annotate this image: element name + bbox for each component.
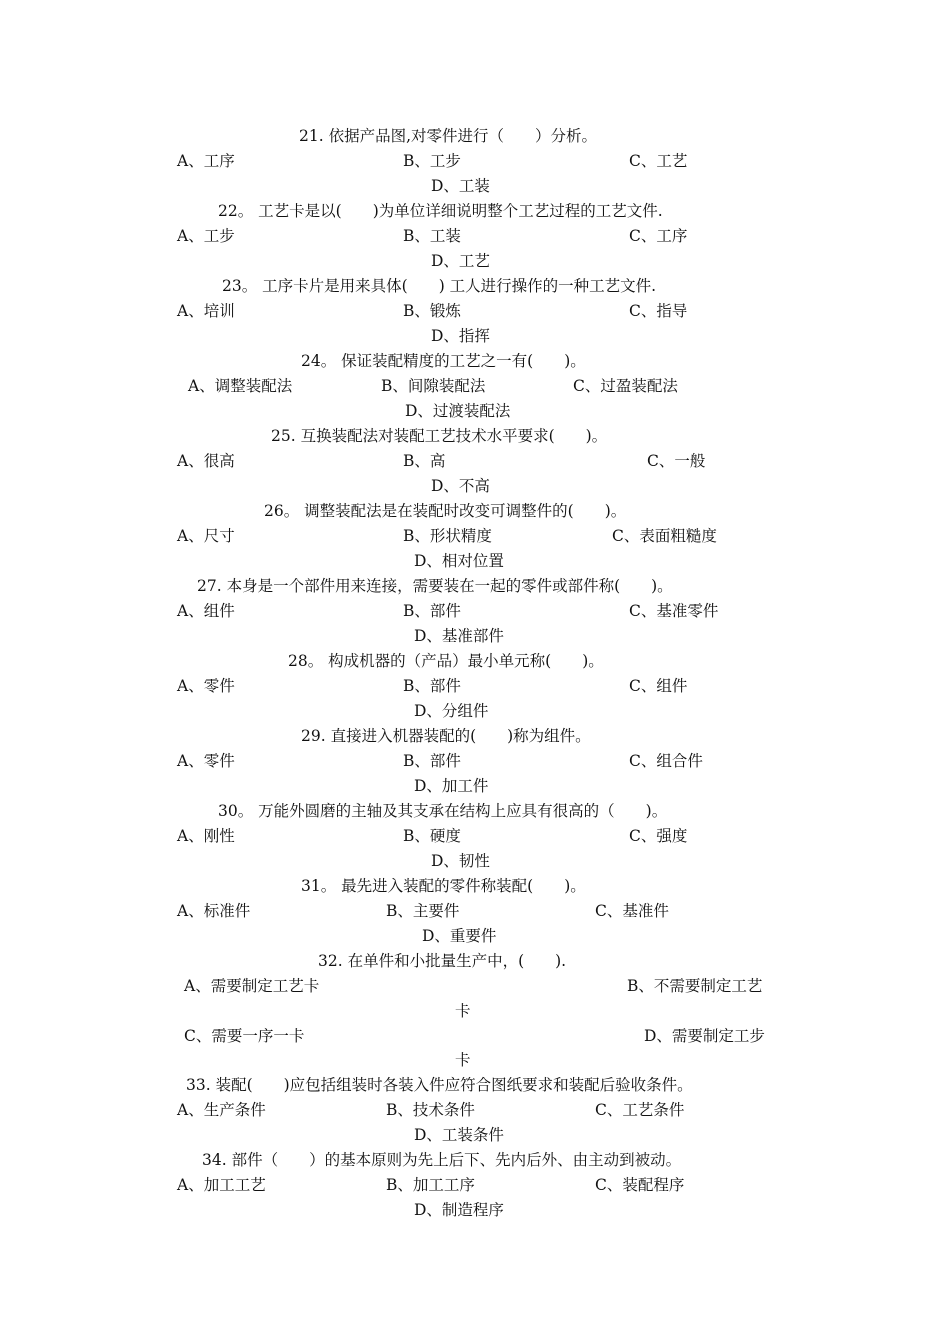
- question-27-option-a: A、组件: [177, 602, 235, 620]
- question-22-option-d: D、工艺: [431, 252, 490, 270]
- question-32-option-a: A、需要制定工艺卡: [184, 977, 320, 995]
- question-34-option-d: D、制造程序: [414, 1201, 504, 1219]
- question-34-option-a: A、加工工艺: [177, 1176, 266, 1194]
- question-28-option-d: D、分组件: [414, 702, 489, 720]
- question-29-option-b: B、部件: [403, 752, 461, 770]
- question-31-option-d: D、重要件: [422, 927, 497, 945]
- question-23-option-a: A、培训: [177, 302, 235, 320]
- question-21-option-b: B、工步: [403, 152, 461, 170]
- question-27-option-d: D、基准部件: [414, 627, 504, 645]
- question-34-option-c: C、装配程序: [595, 1176, 685, 1194]
- question-32-option-b-wrap: 卡: [455, 1002, 471, 1020]
- question-23-stem: 23。 工序卡片是用来具体( ) 工人进行操作的一种工艺文件.: [222, 277, 657, 295]
- question-28-option-c: C、组件: [629, 677, 688, 695]
- question-33-option-a: A、生产条件: [177, 1101, 266, 1119]
- question-34-option-b: B、加工工序: [386, 1176, 475, 1194]
- question-29-option-d: D、加工件: [414, 777, 489, 795]
- question-26-option-a: A、尺寸: [177, 527, 235, 545]
- question-30-option-d: D、韧性: [431, 852, 490, 870]
- question-24-option-b: B、间隙装配法: [381, 377, 486, 395]
- question-29-option-a: A、零件: [177, 752, 235, 770]
- question-31-option-b: B、主要件: [386, 902, 460, 920]
- question-33-option-d: D、工装条件: [414, 1126, 504, 1144]
- question-22-stem: 22。 工艺卡是以( )为单位详细说明整个工艺过程的工艺文件.: [218, 202, 663, 220]
- question-25-option-c: C、一般: [647, 452, 706, 470]
- question-26-stem: 26。 调整装配法是在装配时改变可调整件的( )。: [264, 502, 627, 520]
- question-33-option-b: B、技术条件: [386, 1101, 475, 1119]
- question-24-option-c: C、过盈装配法: [573, 377, 678, 395]
- question-32-option-c: C、需要一序一卡: [184, 1027, 305, 1045]
- question-25-stem: 25. 互换装配法对装配工艺技术水平要求( )。: [271, 427, 608, 445]
- question-27-stem: 27. 本身是一个部件用来连接，需要装在一起的零件或部件称( )。: [197, 577, 673, 595]
- question-24-option-a: A、调整装配法: [188, 377, 293, 395]
- question-26-option-c: C、表面粗糙度: [612, 527, 717, 545]
- question-28-stem: 28。 构成机器的（产品）最小单元称( )。: [288, 652, 604, 670]
- question-25-option-d: D、不高: [431, 477, 490, 495]
- question-32-option-d-wrap: 卡: [455, 1051, 471, 1069]
- question-27-option-c: C、基准零件: [629, 602, 719, 620]
- question-32-option-d: D、需要制定工步: [644, 1027, 765, 1045]
- question-33-option-c: C、工艺条件: [595, 1101, 685, 1119]
- question-21-option-c: C、工艺: [629, 152, 688, 170]
- question-30-option-a: A、刚性: [177, 827, 235, 845]
- question-29-stem: 29. 直接进入机器装配的( )称为组件。: [301, 727, 591, 745]
- question-34-stem: 34. 部件（ ）的基本原则为先上后下、先内后外、由主动到被动。: [202, 1151, 682, 1169]
- question-29-option-c: C、组合件: [629, 752, 703, 770]
- question-23-option-d: D、指挥: [431, 327, 490, 345]
- question-28-option-a: A、零件: [177, 677, 235, 695]
- question-21-stem: 21. 依据产品图,对零件进行（ ）分析。: [299, 127, 598, 145]
- question-30-stem: 30。 万能外圆磨的主轴及其支承在结构上应具有很高的（ )。: [218, 802, 668, 820]
- question-22-option-a: A、工步: [177, 227, 235, 245]
- question-21-option-d: D、工装: [431, 177, 490, 195]
- question-30-option-b: B、硬度: [403, 827, 461, 845]
- question-22-option-c: C、工序: [629, 227, 688, 245]
- question-33-stem: 33. 装配( )应包括组装时各装入件应符合图纸要求和装配后验收条件。: [186, 1076, 693, 1094]
- question-31-stem: 31。 最先进入装配的零件称装配( )。: [301, 877, 586, 895]
- question-22-option-b: B、工装: [403, 227, 461, 245]
- question-24-option-d: D、过渡装配法: [405, 402, 511, 420]
- question-23-option-c: C、指导: [629, 302, 688, 320]
- question-26-option-d: D、相对位置: [414, 552, 504, 570]
- question-24-stem: 24。 保证装配精度的工艺之一有( )。: [301, 352, 586, 370]
- question-25-option-a: A、很高: [177, 452, 235, 470]
- question-26-option-b: B、形状精度: [403, 527, 492, 545]
- question-25-option-b: B、高: [403, 452, 446, 470]
- question-30-option-c: C、强度: [629, 827, 688, 845]
- question-23-option-b: B、锻炼: [403, 302, 461, 320]
- question-28-option-b: B、部件: [403, 677, 461, 695]
- question-27-option-b: B、部件: [403, 602, 461, 620]
- question-31-option-c: C、基准件: [595, 902, 669, 920]
- question-21-option-a: A、工序: [177, 152, 235, 170]
- question-32-option-b: B、不需要制定工艺: [627, 977, 763, 995]
- question-32-stem: 32. 在单件和小批量生产中，( ).: [318, 952, 567, 970]
- question-31-option-a: A、标准件: [177, 902, 251, 920]
